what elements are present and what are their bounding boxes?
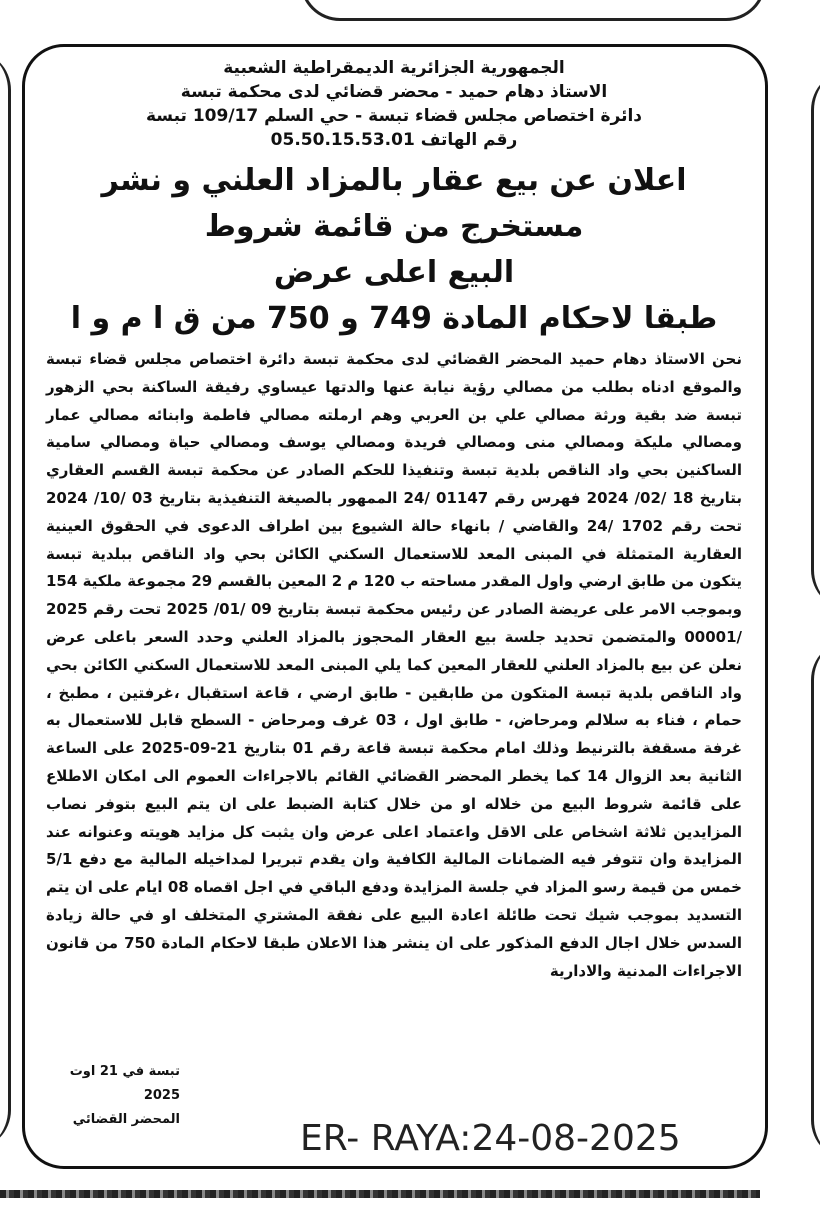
title-line-3: طبقا لاحكام المادة 749 و 750 من ق ا م و ا xyxy=(70,301,718,336)
adjacent-ad-frame-right-top xyxy=(811,70,820,610)
adjacent-ad-frame-left xyxy=(0,50,11,1150)
header-bailiff: الاستاذ دهام حميد - محضر قضائي لدى محكمة تبسة xyxy=(180,82,608,102)
header-jurisdiction: دائرة اختصاص مجلس قضاء تبسة - حي السلم 109/17 تبسة xyxy=(145,106,643,126)
signature-role: المحضر القضائي xyxy=(72,1112,180,1127)
adjacent-ad-frame-top xyxy=(300,0,766,21)
announcement-content xyxy=(44,56,744,985)
header-phone: رقم الهاتف 05.50.15.53.01 xyxy=(270,130,518,150)
publication-stamp: ER- RAYA:24-08-2025 xyxy=(300,1118,681,1159)
title-line-1: اعلان عن بيع عقار بالمزاد العلني و نشر مستخرج من قائمة شروط xyxy=(101,163,687,244)
adjacent-ad-frame-right-bottom xyxy=(811,640,820,1160)
header-republic: الجمهورية الجزائرية الديمقراطية الشعبية xyxy=(223,58,565,78)
signature-block xyxy=(60,1060,180,1132)
announcement-body: نحن الاستاذ دهام حميد المحضر القضائي لدى محكمة تبسة دائرة اختصاص مجلس قضاء تبسة والموقع ادناه بطلب من مصالي رؤية نيابة عنها والدتها عيساوي رفيقة الساكنة بحي الزهور تبسة ضد بقية ورثة مصالي علي بن العربي وهم ارملته مصالي فاطمة وابنائه مصالي عمار ومصالي مليكة ومصالي منى ومصالي فريدة ومصالي يوسف ومصالي حياة ومصالي سامية الساكنين بحي واد الناقص بلدية تبسة وتنفيذا للحكم الصادر عن محكمة تبسة القسم العقاري بتاريخ 18 /02/ 2024 فهرس رقم 01147 /24 الممهور بالصيغة التنفيذية بتاريخ 03 /10/ 2024 تحت رقم 1702 /24 والقاضي / بانهاء حالة الشيوع بين اطراف الدعوى في الحقوق العينية العقارية المتمثلة في المبنى المعد للاستعمال السكني الكائن بحي واد الناقص ببلدية تبسة يتكون من طابق ارضي واول المقدر مساحته ب 120 م 2 المعين بالقسم 29 مجموعة ملكية 154 وبموجب الامر على عريضة الصادر عن رئيس محكمة تبسة بتاريخ 09 /01/ 2025 تحت رقم 2025 /00001 والمتضمن تحديد جلسة بيع العقار المحجوز بالمزاد العلني وحدد السعر باعلى عرض نعلن عن بيع بالمزاد العلني للعقار المعين كما يلي المبنى المعد للاستعمال السكني الكائن بحي واد الناقص بلدية تبسة المتكون من طابقين - طابق ارضي ، قاعة استقبال ،غرفتين ، مطبخ ، حمام ، فناء به سلالم ومرحاض، - طابق اول ، 03 غرف ومرحاض - السطح قابل للاستعمال به غرفة مسقفة بالترنيط وذلك امام محكمة تبسة قاعة رقم 01 بتاريخ 21-09-2025 على الساعة الثانية بعد الزوال 14 كما يخطر المحضر القضائي القائم بالاجراءات العموم الى امكان الاطلاع على قائمة شروط البيع من خلاله او من خلال كتابة الضبط على ان يتم البيع بتوفر نصاب المزايدين ثلاثة اشخاص على الاقل واعتماد اعلى عرض وان يثبت كل مزايد هويته وعنوانه عند المزايدة وان تتوفر فيه الضمانات المالية الكافية وان يقدم تبريرا لمداخيله المالية مع دفع 5/1 خمس من قيمة رسو المزاد في جلسة المزايدة ودفع الباقي في اجل اقصاه 08 ايام على ان يتم التسديد بموجب شيك تحت طائلة اعادة البيع على نفقة المشتري المتخلف او في حالة زيادة السدس خلال اجال الدفع المذكور على ان ينشر هذا الاعلان طبقا لاحكام المادة 750 من قانون الاجراءات المدنية والادارية xyxy=(46,350,743,980)
title-line-2: البيع اعلى عرض xyxy=(273,255,515,290)
page-bottom-rule xyxy=(0,1190,760,1198)
signature-date: تبسة في 21 اوت 2025 xyxy=(69,1064,180,1103)
